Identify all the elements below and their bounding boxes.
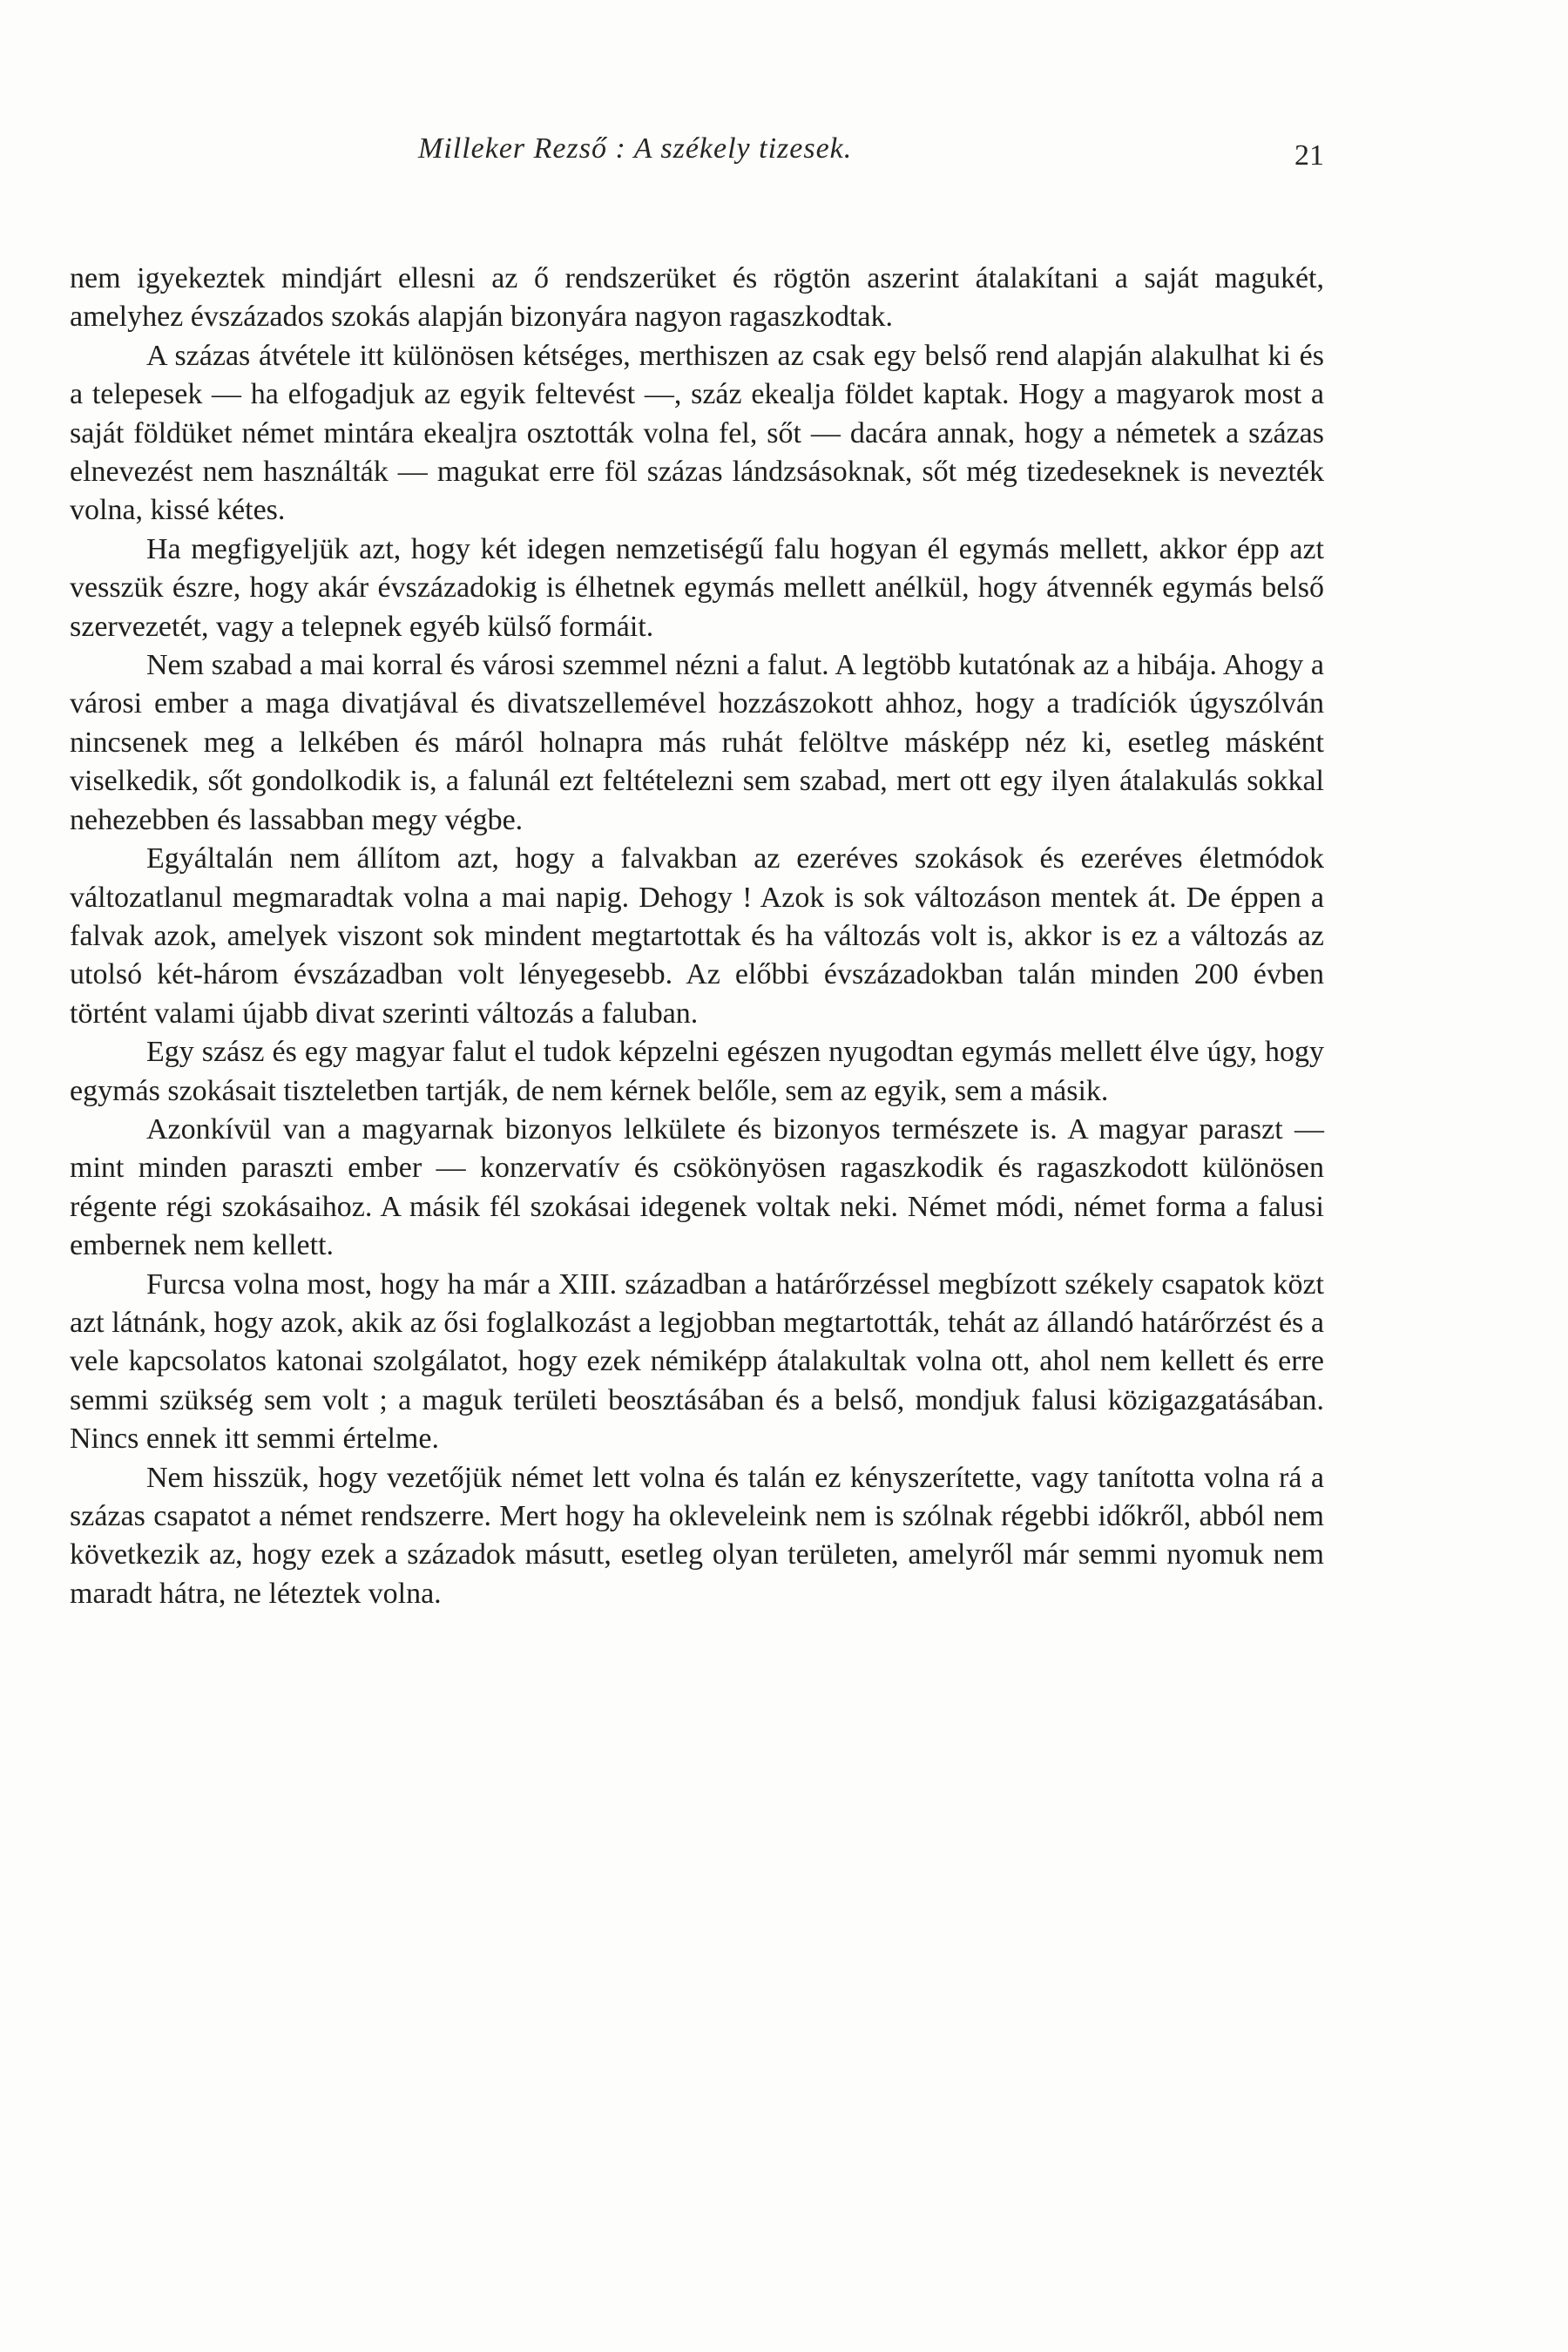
- running-title: Milleker Rezső : A székely tizesek.: [418, 132, 853, 165]
- paragraph: nem igyekeztek mindjárt ellesni az ő rendszerüket és rögtön aszerint átalakítani a saját magukét, amelyhez évszázados szokás alapján bizonyára nagyon ragaszkodtak.: [70, 262, 1324, 334]
- paragraph: Furcsa volna most, hogy ha már a XIII. században a határőrzéssel megbízott székely csapatok közt azt látnánk, hogy azok, akik az ősi foglalkozást a legjobban megtartották, tehát az állandó határőrzést és a vele kapcsolatos katonai szolgálatot, hogy ezek némiképp átalakultak volna ott, ahol nem kellett és erre semmi szükség sem volt ; a maguk területi beosztásában és a belső, mondjuk falusi közigazgatásában. Nincs ennek itt semmi értelme.: [70, 1267, 1324, 1456]
- paragraph: Nem szabad a mai korral és városi szemmel nézni a falut. A legtöbb kutatónak az a hibája. Ahogy a városi ember a maga divatjával és divatszellemével hozzászokott ahhoz, hogy a tradíciók úgyszólván nincsenek meg a lelkében és máról holnapra más ruhát felöltve másképp néz ki, esetleg másként viselkedik, sőt gondolkodik is, a falunál ezt feltételezni sem szabad, mert ott egy ilyen átalakulás sokkal nehezebben és lassabban megy végbe.: [70, 649, 1324, 836]
- paragraph: Nem hisszük, hogy vezetőjük német lett volna és talán ez kényszerítette, vagy tanította volna rá a százas csapatot a német rendszerre. Mert hogy ha okleveleink nem is szólnak régebbi időkről, abból nem következik az, hogy ezek a századok másutt, esetleg olyan területen, amelyről már semmi nyomuk nem maradt hátra, ne léteztek volna.: [70, 1461, 1324, 1610]
- page-number: 21: [1294, 139, 1324, 172]
- paragraph: A százas átvétele itt különösen kétséges, merthiszen az csak egy belső rend alapján alakulhat ki és a telepesek — ha elfogadjuk az egyik feltevést —, száz ekealja földet kaptak. Hogy a magyarok most a saját földüket német mintára ekealjra osztották volna fel, sőt — dacára annak, hogy a németek a százas elnevezést nem használták — magukat erre föl százas lándzsásoknak, sőt még tizedeseknek is nevezték volna, kissé kétes.: [70, 339, 1324, 527]
- paragraph: Egy szász és egy magyar falut el tudok képzelni egészen nyugodtan egymás mellett élve úgy, hogy egymás szokásait tiszteletben tartják, de nem kérnek belőle, sem az egyik, sem a másik.: [70, 1036, 1324, 1107]
- paragraph: Azonkívül van a magyarnak bizonyos lelkülete és bizonyos természete is. A magyar paraszt — mint minden paraszti ember — konzervatív és csökönyösen ragaszkodik és ragaszkodott különösen régente régi szokásaihoz. A másik fél szokásai idegenek voltak neki. Német módi, német forma a falusi embernek nem kellett.: [70, 1112, 1324, 1262]
- body-text: [70, 260, 1324, 1613]
- paragraph: Egyáltalán nem állítom azt, hogy a falvakban az ezeréves szokások és ezeréves életmódok változatlanul megmaradtak volna a mai napig. Dehogy ! Azok is sok változáson mentek át. De éppen a falvak azok, amelyek viszont sok mindent megtartottak és ha változás volt is, akkor is ez a változás az utolsó két-három évszázadban volt lényegesebb. Az előbbi évszázadokban talán minden 200 évben történt valami újabb divat szerinti változás a faluban.: [70, 842, 1324, 1030]
- paragraph: Ha megfigyeljük azt, hogy két idegen nemzetiségű falu hogyan él egymás mellett, akkor épp azt vesszük észre, hogy akár évszázadokig is élhetnek egymás mellett anélkül, hogy átvennék egymás belső szervezetét, vagy a telepnek egyéb külső formáit.: [70, 532, 1324, 643]
- running-head: [70, 132, 1324, 176]
